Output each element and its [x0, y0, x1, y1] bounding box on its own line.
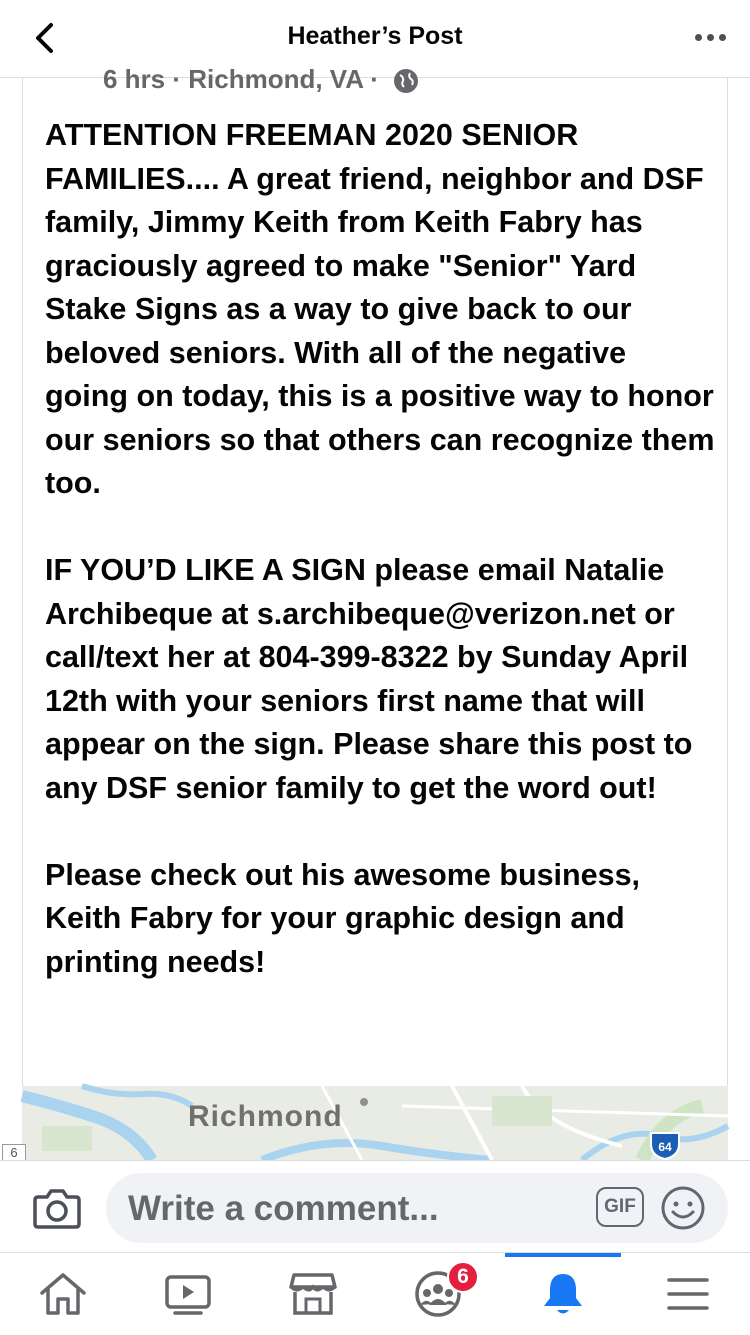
- location-map[interactable]: [10, 1086, 728, 1160]
- marketplace-icon: [288, 1271, 338, 1317]
- post-paragraph: ATTENTION FREEMAN 2020 SENIOR FAMILIES.... A great friend, neighbor and DSF family, Jimmy Keith from Keith Fabry has graciously agreed to make "Senior" Yard Stake Signs as a way to give back to our beloved seniors. With all of the negative going on today, this is a positive way to honor our seniors so that others can recognize them too.: [45, 118, 715, 500]
- camera-button[interactable]: [32, 1185, 82, 1231]
- tab-menu[interactable]: [625, 1253, 750, 1335]
- post-meta: [103, 64, 420, 95]
- hamburger-menu-icon: [666, 1275, 710, 1313]
- interstate-number: 64: [658, 1140, 672, 1154]
- post-body: [45, 114, 715, 984]
- camera-icon: [32, 1185, 82, 1231]
- comment-input[interactable]: [106, 1173, 728, 1243]
- more-options-button[interactable]: [690, 22, 730, 52]
- home-icon: [38, 1271, 88, 1317]
- more-dot-icon: [695, 34, 702, 41]
- bottom-tab-bar: [0, 1252, 750, 1334]
- globe-icon: [392, 67, 420, 95]
- map-city-label: Richmond: [188, 1100, 343, 1133]
- bell-icon: [541, 1270, 585, 1318]
- gif-button[interactable]: GIF: [596, 1187, 644, 1227]
- map-background: [22, 1086, 728, 1160]
- groups-notification-badge: 6: [447, 1261, 479, 1293]
- more-dot-icon: [707, 34, 714, 41]
- tab-home[interactable]: [0, 1253, 125, 1335]
- tab-notifications[interactable]: [500, 1253, 625, 1335]
- more-dot-icon: [719, 34, 726, 41]
- video-icon: [163, 1273, 213, 1315]
- emoji-button[interactable]: [660, 1185, 706, 1231]
- tab-watch[interactable]: [125, 1253, 250, 1335]
- tab-groups[interactable]: [375, 1253, 500, 1335]
- post-paragraph: IF YOU’D LIKE A SIGN please email Natalie Archibeque at s.archibeque@verizon.net or call/text her at 804-399-8322 by Sunday April 12th with your seniors first name that will appear on the sign. Please share this post to any DSF senior family to get the word out!: [45, 553, 693, 805]
- comment-placeholder: Write a comment...: [128, 1189, 439, 1228]
- post-meta-text: 6 hrs · Richmond, VA ·: [103, 64, 379, 94]
- route-shield: 6: [2, 1144, 26, 1166]
- post-paragraph: Please check out his awesome business, Keith Fabry for your graphic design and printing needs!: [45, 857, 641, 979]
- post-card: [22, 64, 728, 1086]
- smiley-icon: [660, 1185, 706, 1231]
- page-title: Heather’s Post: [287, 22, 463, 50]
- comment-bar: [0, 1160, 750, 1252]
- interstate-shield-icon: [648, 1130, 682, 1160]
- tab-marketplace[interactable]: [250, 1253, 375, 1335]
